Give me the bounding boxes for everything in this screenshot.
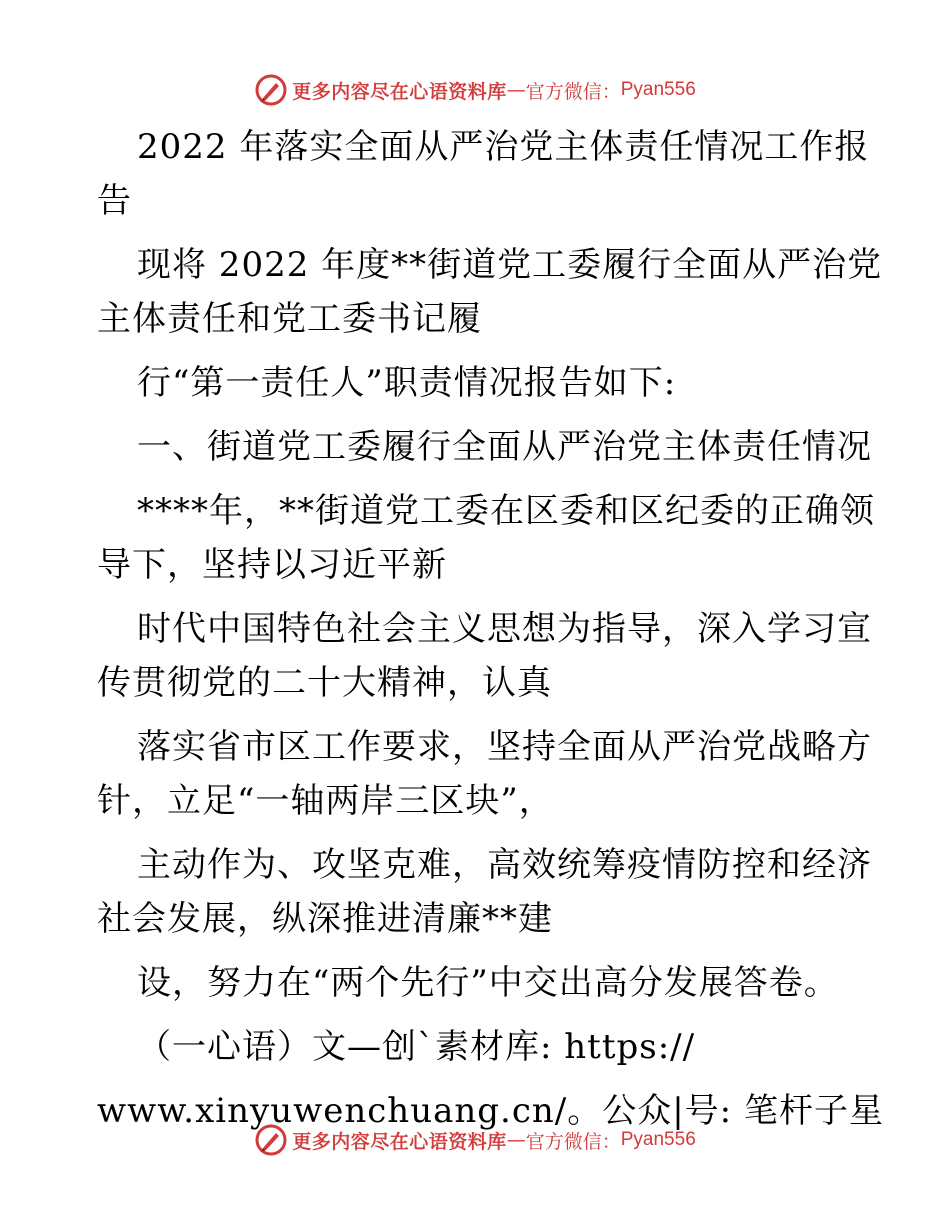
banner-wechat-label: 官方微信： [525, 80, 621, 103]
paragraph-line: 落实省市区工作要求，坚持全面从严治党战略方 [137, 727, 872, 767]
banner-wechat-label: 官方微信： [525, 1130, 621, 1153]
banner-wechat-id: Pyan556 [620, 1129, 696, 1150]
title-line-1: 2022 年落实全面从严治党主体责任情况工作报 [137, 127, 870, 167]
banner-wechat-id: Pyan556 [620, 79, 696, 100]
footer-banner [0, 1120, 950, 1160]
paragraph-line: 时代中国特色社会主义思想为指导，深入学习宣 [137, 609, 872, 649]
pen-logo-icon [254, 73, 288, 107]
document-body [97, 120, 884, 1138]
paragraph-line: 主体责任和党工委书记履 [97, 299, 482, 339]
watermark-url-line: www.xinyuwenchuang.cn/。公众|号: 笔杆子星 [97, 1091, 884, 1131]
header-banner [0, 70, 950, 110]
paragraph-line: 主动作为、攻坚克难，高效统筹疫情防控和经济 [137, 845, 872, 885]
paragraph-line: 传贯彻党的二十大精神，认真 [97, 663, 552, 703]
banner-promo-text: 更多内容尽在心语资料库 [292, 1130, 507, 1153]
banner-dash: — [506, 79, 526, 101]
pen-logo-icon [254, 1123, 288, 1157]
paragraph-line: 社会发展，纵深推进清廉**建 [97, 899, 553, 939]
watermark-line: （一心语）文—创`素材库: https:// [137, 1027, 696, 1067]
section-heading: 一、街道党工委履行全面从严治党主体责任情况 [137, 427, 872, 467]
paragraph-line: ****年，**街道党工委在区委和区纪委的正确领 [137, 491, 875, 531]
banner-promo-text: 更多内容尽在心语资料库 [292, 80, 507, 103]
banner-dash: — [506, 1129, 526, 1151]
paragraph-line: 现将 2022 年度**街道党工委履行全面从严治党 [137, 245, 883, 285]
paragraph-line: 导下，坚持以习近平新 [97, 545, 447, 585]
paragraph-line: 针，立足“一轴两岸三区块”， [97, 781, 554, 821]
paragraph-line: 行“第一责任人”职责情况报告如下: [137, 363, 677, 403]
title-line-2: 告 [97, 181, 132, 221]
paragraph-line: 设，努力在“两个先行”中交出高分发展答卷。 [137, 963, 839, 1003]
